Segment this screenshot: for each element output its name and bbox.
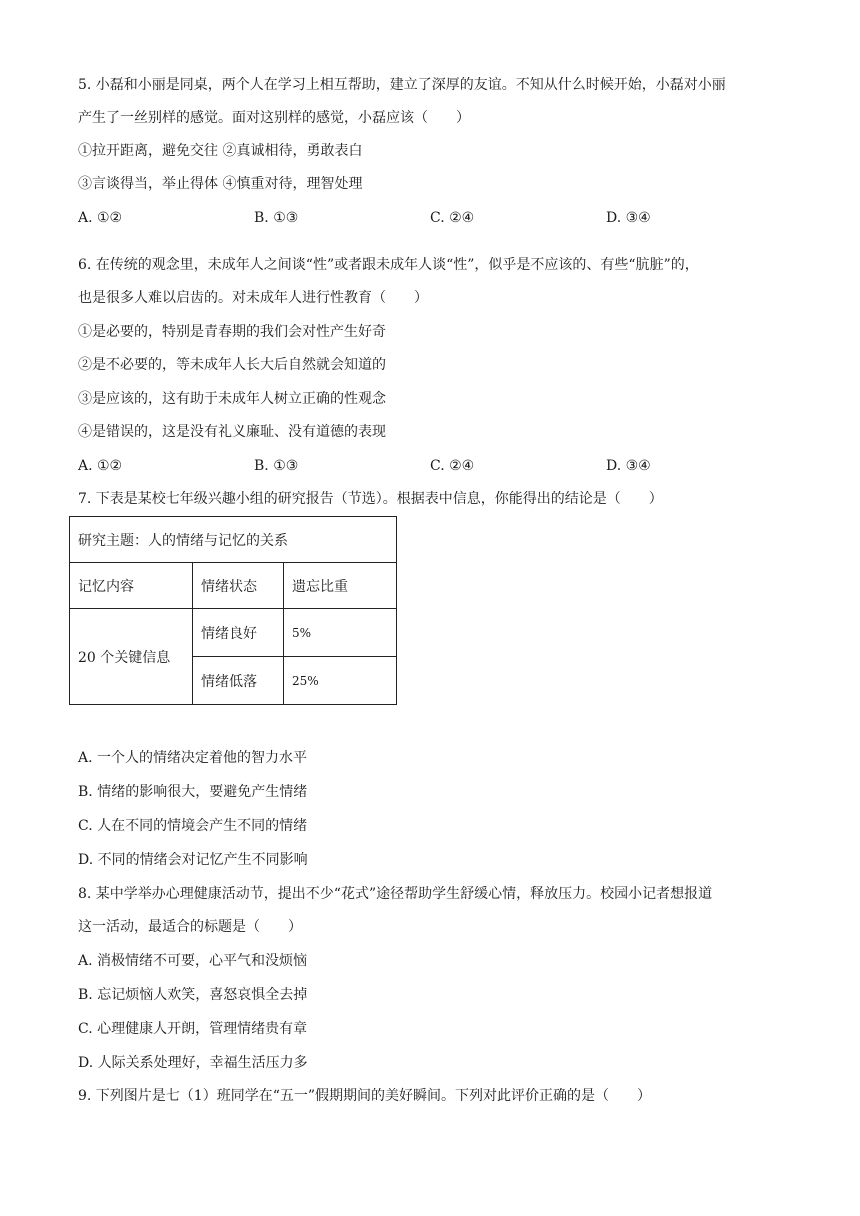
table-cell-state-good: 情绪良好	[193, 609, 284, 657]
q8-option-a[interactable]: A. 消极情绪不可要，心平气和没烦恼	[78, 953, 308, 969]
q6-option-b[interactable]: B. ①③	[254, 458, 299, 474]
q6-stem-line-2: 也是很多人难以启齿的。对未成年人进行性教育（ ）	[78, 290, 428, 306]
table-cell-ratio-low: 25%	[284, 657, 397, 705]
q5-stem-line-2: 产生了一丝别样的感觉。面对这别样的感觉，小磊应该（ ）	[78, 110, 470, 126]
q8-option-d[interactable]: D. 人际关系处理好，幸福生活压力多	[78, 1055, 308, 1071]
q8-stem-line-2: 这一活动，最适合的标题是（ ）	[78, 919, 302, 935]
q9-stem-line-1: 9. 下列图片是七（1）班同学在“五一”假期期间的美好瞬间。下列对此评价正确的是（ ）	[78, 1088, 652, 1104]
research-report-table	[69, 516, 397, 705]
q5-statement-line-1: ①拉开距离，避免交往 ②真诚相待，勇敢表白	[78, 143, 363, 159]
q6-stem-line-1: 6. 在传统的观念里，未成年人之间谈“性”或者跟未成年人谈“性”，似乎是不应该的、有些“肮脏”的，	[78, 257, 699, 273]
q6-option-a[interactable]: A. ①②	[78, 458, 123, 474]
table-cell-ratio-good: 5%	[284, 609, 397, 657]
q7-option-b[interactable]: B. 情绪的影响很大，要避免产生情绪	[78, 784, 308, 800]
q7-stem-line-1: 7. 下表是某校七年级兴趣小组的研究报告（节选）。根据表中信息，你能得出的结论是（ ）	[78, 491, 663, 507]
q6-statement-line-3: ③是应该的，这有助于未成年人树立正确的性观念	[78, 391, 386, 407]
q7-option-d[interactable]: D. 不同的情绪会对记忆产生不同影响	[78, 852, 308, 868]
q6-statement-line-2: ②是不必要的，等未成年人长大后自然就会知道的	[78, 357, 386, 373]
table-title: 研究主题：人的情绪与记忆的关系	[70, 517, 397, 563]
q5-option-c[interactable]: C. ②④	[430, 210, 475, 226]
q8-stem-line-1: 8. 某中学举办心理健康活动节，提出不少“花式”途径帮助学生舒缓心情，释放压力。校园小记者想报道	[78, 886, 713, 902]
q6-statement-line-4: ④是错误的，这是没有礼义廉耻、没有道德的表现	[78, 424, 386, 440]
q6-option-c[interactable]: C. ②④	[430, 458, 475, 474]
q6-statement-line-1: ①是必要的，特别是青春期的我们会对性产生好奇	[78, 324, 386, 340]
q6-option-d[interactable]: D. ③④	[606, 458, 651, 474]
table-header-forget-ratio: 遗忘比重	[284, 563, 397, 609]
q7-option-a[interactable]: A. 一个人的情绪决定着他的智力水平	[78, 750, 308, 766]
table-header-memory-content: 记忆内容	[70, 563, 193, 609]
q5-statement-line-2: ③言谈得当，举止得体 ④慎重对待，理智处理	[78, 176, 363, 192]
q5-stem-line-1: 5. 小磊和小丽是同桌，两个人在学习上相互帮助，建立了深厚的友谊。不知从什么时候开始，小磊对小丽	[78, 77, 726, 93]
q8-option-c[interactable]: C. 心理健康人开朗，管理情绪贵有章	[78, 1021, 308, 1037]
q5-option-d[interactable]: D. ③④	[606, 210, 651, 226]
q7-option-c[interactable]: C. 人在不同的情境会产生不同的情绪	[78, 818, 308, 834]
table-cell-state-low: 情绪低落	[193, 657, 284, 705]
table-cell-memory-content: 20 个关键信息	[70, 609, 193, 705]
q5-option-b[interactable]: B. ①③	[254, 210, 299, 226]
q8-option-b[interactable]: B. 忘记烦恼人欢笑，喜怒哀惧全去掉	[78, 987, 308, 1003]
q5-option-a[interactable]: A. ①②	[78, 210, 123, 226]
table-header-emotion-state: 情绪状态	[193, 563, 284, 609]
